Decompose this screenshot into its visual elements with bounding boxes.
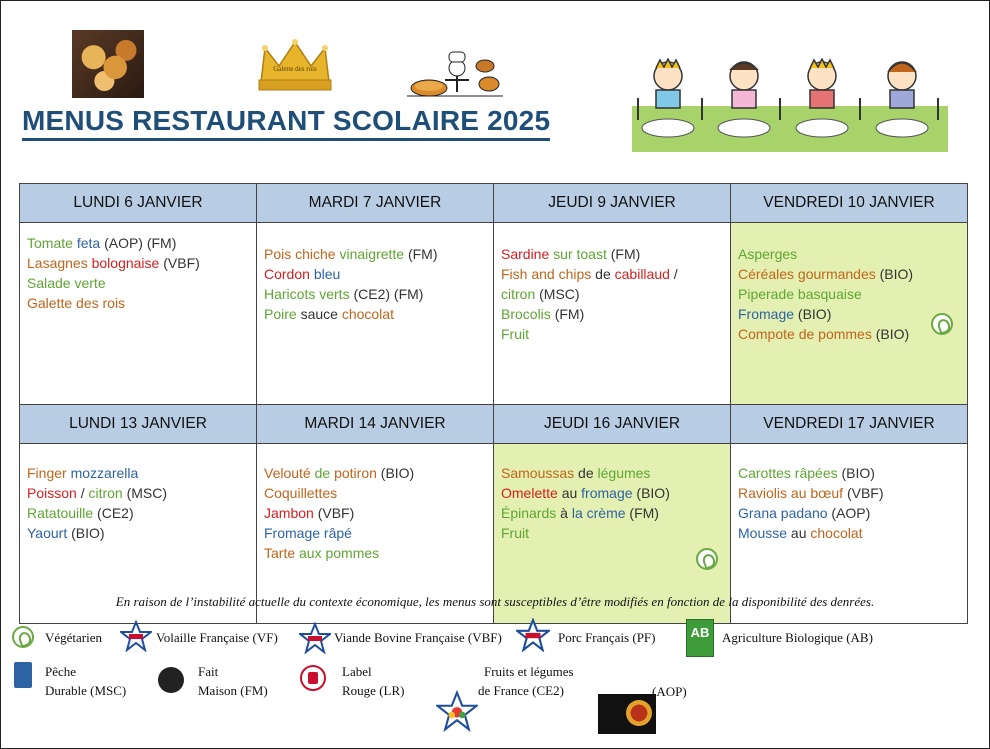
dish-text: (VBF)	[317, 505, 355, 521]
dish-text: (BIO)	[879, 266, 914, 282]
crown-image	[255, 38, 335, 94]
dish-text: Asperges	[738, 246, 798, 262]
dish-text: Fruit	[501, 326, 529, 342]
dish-text: Raviolis au bœuf	[738, 485, 847, 501]
french-beef-icon	[299, 622, 331, 654]
day-menu	[731, 223, 968, 405]
french-pork-icon	[516, 618, 550, 652]
dish-line	[738, 463, 967, 483]
day-menu	[494, 223, 731, 405]
day-header: MARDI 14 JANVIER	[257, 405, 494, 444]
dish-text: Piperade basquaise	[738, 286, 862, 302]
dish-text: (BIO)	[71, 525, 105, 541]
dish-text: Galette des rois	[27, 295, 126, 311]
fruits-vegetables-france-icon	[436, 690, 478, 732]
dish-text: (AOP)	[831, 505, 871, 521]
legend-ab: Agriculture Biologique (AB)	[722, 630, 873, 645]
day-header: MARDI 7 JANVIER	[257, 184, 494, 223]
dish-text: légumes	[597, 465, 651, 481]
children-at-table-illustration	[632, 58, 948, 152]
dish-line	[27, 503, 256, 523]
homemade-icon	[158, 667, 184, 693]
dish-line	[501, 463, 730, 483]
dish-line	[264, 483, 493, 503]
dish-text: (VBF)	[846, 485, 884, 501]
dish-text: (AOP) (FM)	[104, 235, 177, 251]
dish-text: de	[595, 266, 615, 282]
dish-text: (MSC)	[539, 286, 580, 302]
dish-text: bleu	[313, 266, 341, 282]
sustainable-fishing-icon	[14, 662, 32, 688]
dish-text: (MSC)	[126, 485, 168, 501]
dish-text: Compote de pommes	[738, 326, 876, 342]
dish-text: Cordon	[264, 266, 314, 282]
dish-text: citron	[88, 485, 127, 501]
aop-seal-icon	[598, 694, 656, 734]
dish-text: Jambon	[264, 505, 318, 521]
dish-text: Poire	[264, 306, 301, 322]
dish-line	[27, 463, 256, 483]
dish-text: Tarte	[264, 545, 300, 561]
legend-ce2	[478, 662, 574, 700]
dish-line	[264, 304, 493, 324]
dish-text: Grana padano	[738, 505, 832, 521]
dish-text: Velouté	[264, 465, 315, 481]
dish-text: Fish and chips	[501, 266, 596, 282]
week-1-menu-row	[20, 223, 968, 405]
dish-line	[264, 543, 493, 563]
dish-line	[501, 244, 730, 264]
page-title: MENUS RESTAURANT SCOLAIRE 2025	[22, 104, 550, 141]
dish-text: (VBF)	[163, 255, 200, 271]
dish-text: aux pommes	[299, 545, 380, 561]
dish-text: sur toast	[553, 246, 611, 262]
legend-aop: (AOP)	[652, 684, 687, 699]
legend-msc-line2: Durable (MSC)	[45, 683, 127, 698]
legend-lr	[342, 662, 404, 700]
legend-msc-line1: Pêche	[45, 664, 77, 679]
dish-text: Omelette	[501, 485, 562, 501]
dish-text: à	[560, 505, 572, 521]
dish-text: Carottes râpées	[738, 465, 842, 481]
dish-text: (FM)	[407, 246, 438, 262]
dish-line	[501, 304, 730, 324]
dish-text: Fromage	[738, 306, 798, 322]
dish-line	[264, 264, 493, 284]
dish-line	[501, 264, 730, 284]
food-photo	[72, 30, 144, 98]
vegetarian-leaf-icon	[931, 313, 953, 335]
dish-text: Ratatouille	[27, 505, 98, 521]
dish-text: Tomate	[27, 235, 77, 251]
dish-text: Pois chiche	[264, 246, 340, 262]
legend-ce2-line2: de France (CE2)	[478, 683, 564, 698]
dish-text: (CE2)	[97, 505, 134, 521]
dish-text: sauce	[300, 306, 342, 322]
dish-text: bolognaise	[91, 255, 164, 271]
dish-text: /	[80, 485, 89, 501]
dish-text: Finger	[27, 465, 71, 481]
vegetarian-leaf-icon	[696, 548, 718, 570]
legend-fm-line2: Maison (FM)	[198, 683, 268, 698]
day-menu	[257, 223, 494, 405]
dish-text: potiron	[334, 465, 381, 481]
dish-text: /	[673, 266, 678, 282]
dish-text: Coquillettes	[264, 485, 338, 501]
dish-text: Fruit	[501, 525, 529, 541]
dish-text: Haricots verts	[264, 286, 354, 302]
dish-text: de	[314, 465, 335, 481]
dish-text: au	[561, 485, 582, 501]
dish-line	[264, 244, 493, 264]
dish-text: Lasagnes	[27, 255, 92, 271]
dish-line	[27, 233, 256, 253]
dish-text: (BIO)	[875, 326, 910, 342]
dish-line	[27, 273, 256, 293]
legend-vbf: Viande Bovine Française (VBF)	[334, 630, 502, 645]
dish-line	[501, 284, 730, 304]
day-header: JEUDI 16 JANVIER	[494, 405, 731, 444]
dish-line	[738, 483, 967, 503]
legend-msc	[45, 662, 126, 700]
dish-text: Céréales gourmandes	[738, 266, 880, 282]
day-header: VENDREDI 10 JANVIER	[731, 184, 968, 223]
legend-pf: Porc Français (PF)	[558, 630, 656, 645]
day-header: LUNDI 6 JANVIER	[20, 184, 257, 223]
dish-text: Yaourt	[27, 525, 72, 541]
dish-text: citron	[501, 286, 540, 302]
dish-text: Épinards	[501, 505, 561, 521]
dish-text: de	[578, 465, 598, 481]
dish-text: Fromage râpé	[264, 525, 352, 541]
legend-fm-line1: Fait	[198, 664, 219, 679]
dish-line	[27, 483, 256, 503]
dish-text: Mousse	[738, 525, 791, 541]
dish-text: fromage	[581, 485, 637, 501]
legend-vegetarien: Végétarien	[45, 630, 103, 645]
dish-text: (FM)	[610, 246, 641, 262]
week-2-header-row	[20, 405, 968, 444]
day-header: JEUDI 9 JANVIER	[494, 184, 731, 223]
menu-table	[19, 183, 968, 624]
dish-line	[738, 244, 967, 264]
dish-text: (FM)	[629, 505, 659, 521]
dish-line	[501, 324, 730, 344]
dish-line	[264, 503, 493, 523]
dish-line	[264, 523, 493, 543]
french-poultry-icon	[120, 620, 152, 652]
dish-text: (FM)	[554, 306, 585, 322]
legend-fm	[198, 662, 268, 700]
dish-text: (CE2) (FM)	[353, 286, 424, 302]
label-rouge-icon	[300, 665, 326, 691]
dish-line	[27, 523, 256, 543]
organic-ab-icon: AB	[686, 619, 714, 657]
dish-text: chocolat	[341, 306, 394, 322]
dish-line	[264, 463, 493, 483]
dish-line	[738, 264, 967, 284]
dish-text: (BIO)	[797, 306, 832, 322]
availability-notice: En raison de l’instabilité actuelle du contexte économique, les menus sont susceptibles d’être modifiés en fonction de la disponibilité des denrées.	[115, 594, 875, 609]
dish-text: Samoussas	[501, 465, 579, 481]
dish-text: (BIO)	[841, 465, 875, 481]
legend-ce2-line1: Fruits et légumes	[484, 664, 574, 679]
legend-lr-line2: Rouge (LR)	[342, 683, 405, 698]
crown-caption: Galette des rois	[273, 65, 317, 73]
dish-text: feta	[76, 235, 105, 251]
dish-text: cabillaud	[614, 266, 674, 282]
dish-line	[501, 503, 730, 523]
day-header: LUNDI 13 JANVIER	[20, 405, 257, 444]
dish-line	[501, 483, 730, 503]
vegetarian-leaf-icon	[12, 626, 34, 648]
dish-line	[264, 284, 493, 304]
dish-line	[501, 523, 730, 543]
dish-line	[27, 253, 256, 273]
dish-text: (BIO)	[636, 485, 670, 501]
dish-text: mozzarella	[70, 465, 139, 481]
day-header: VENDREDI 17 JANVIER	[731, 405, 968, 444]
dish-text: vinaigrette	[339, 246, 408, 262]
dish-text: chocolat	[810, 525, 863, 541]
day-menu	[20, 223, 257, 405]
dish-text: la crème	[571, 505, 630, 521]
dish-line	[738, 284, 967, 304]
dish-line	[738, 523, 967, 543]
dish-text: Sardine	[501, 246, 554, 262]
dish-text: Salade verte	[27, 275, 106, 291]
chef-illustration	[405, 46, 505, 98]
legend-vf: Volaille Française (VF)	[156, 630, 278, 645]
legend-lr-line1: Label	[342, 664, 372, 679]
dish-text: au	[790, 525, 811, 541]
week-1-header-row	[20, 184, 968, 223]
dish-text: Poisson	[27, 485, 81, 501]
dish-text: Brocolis	[501, 306, 555, 322]
dish-line	[738, 503, 967, 523]
dish-line	[27, 293, 256, 313]
dish-text: (BIO)	[380, 465, 415, 481]
